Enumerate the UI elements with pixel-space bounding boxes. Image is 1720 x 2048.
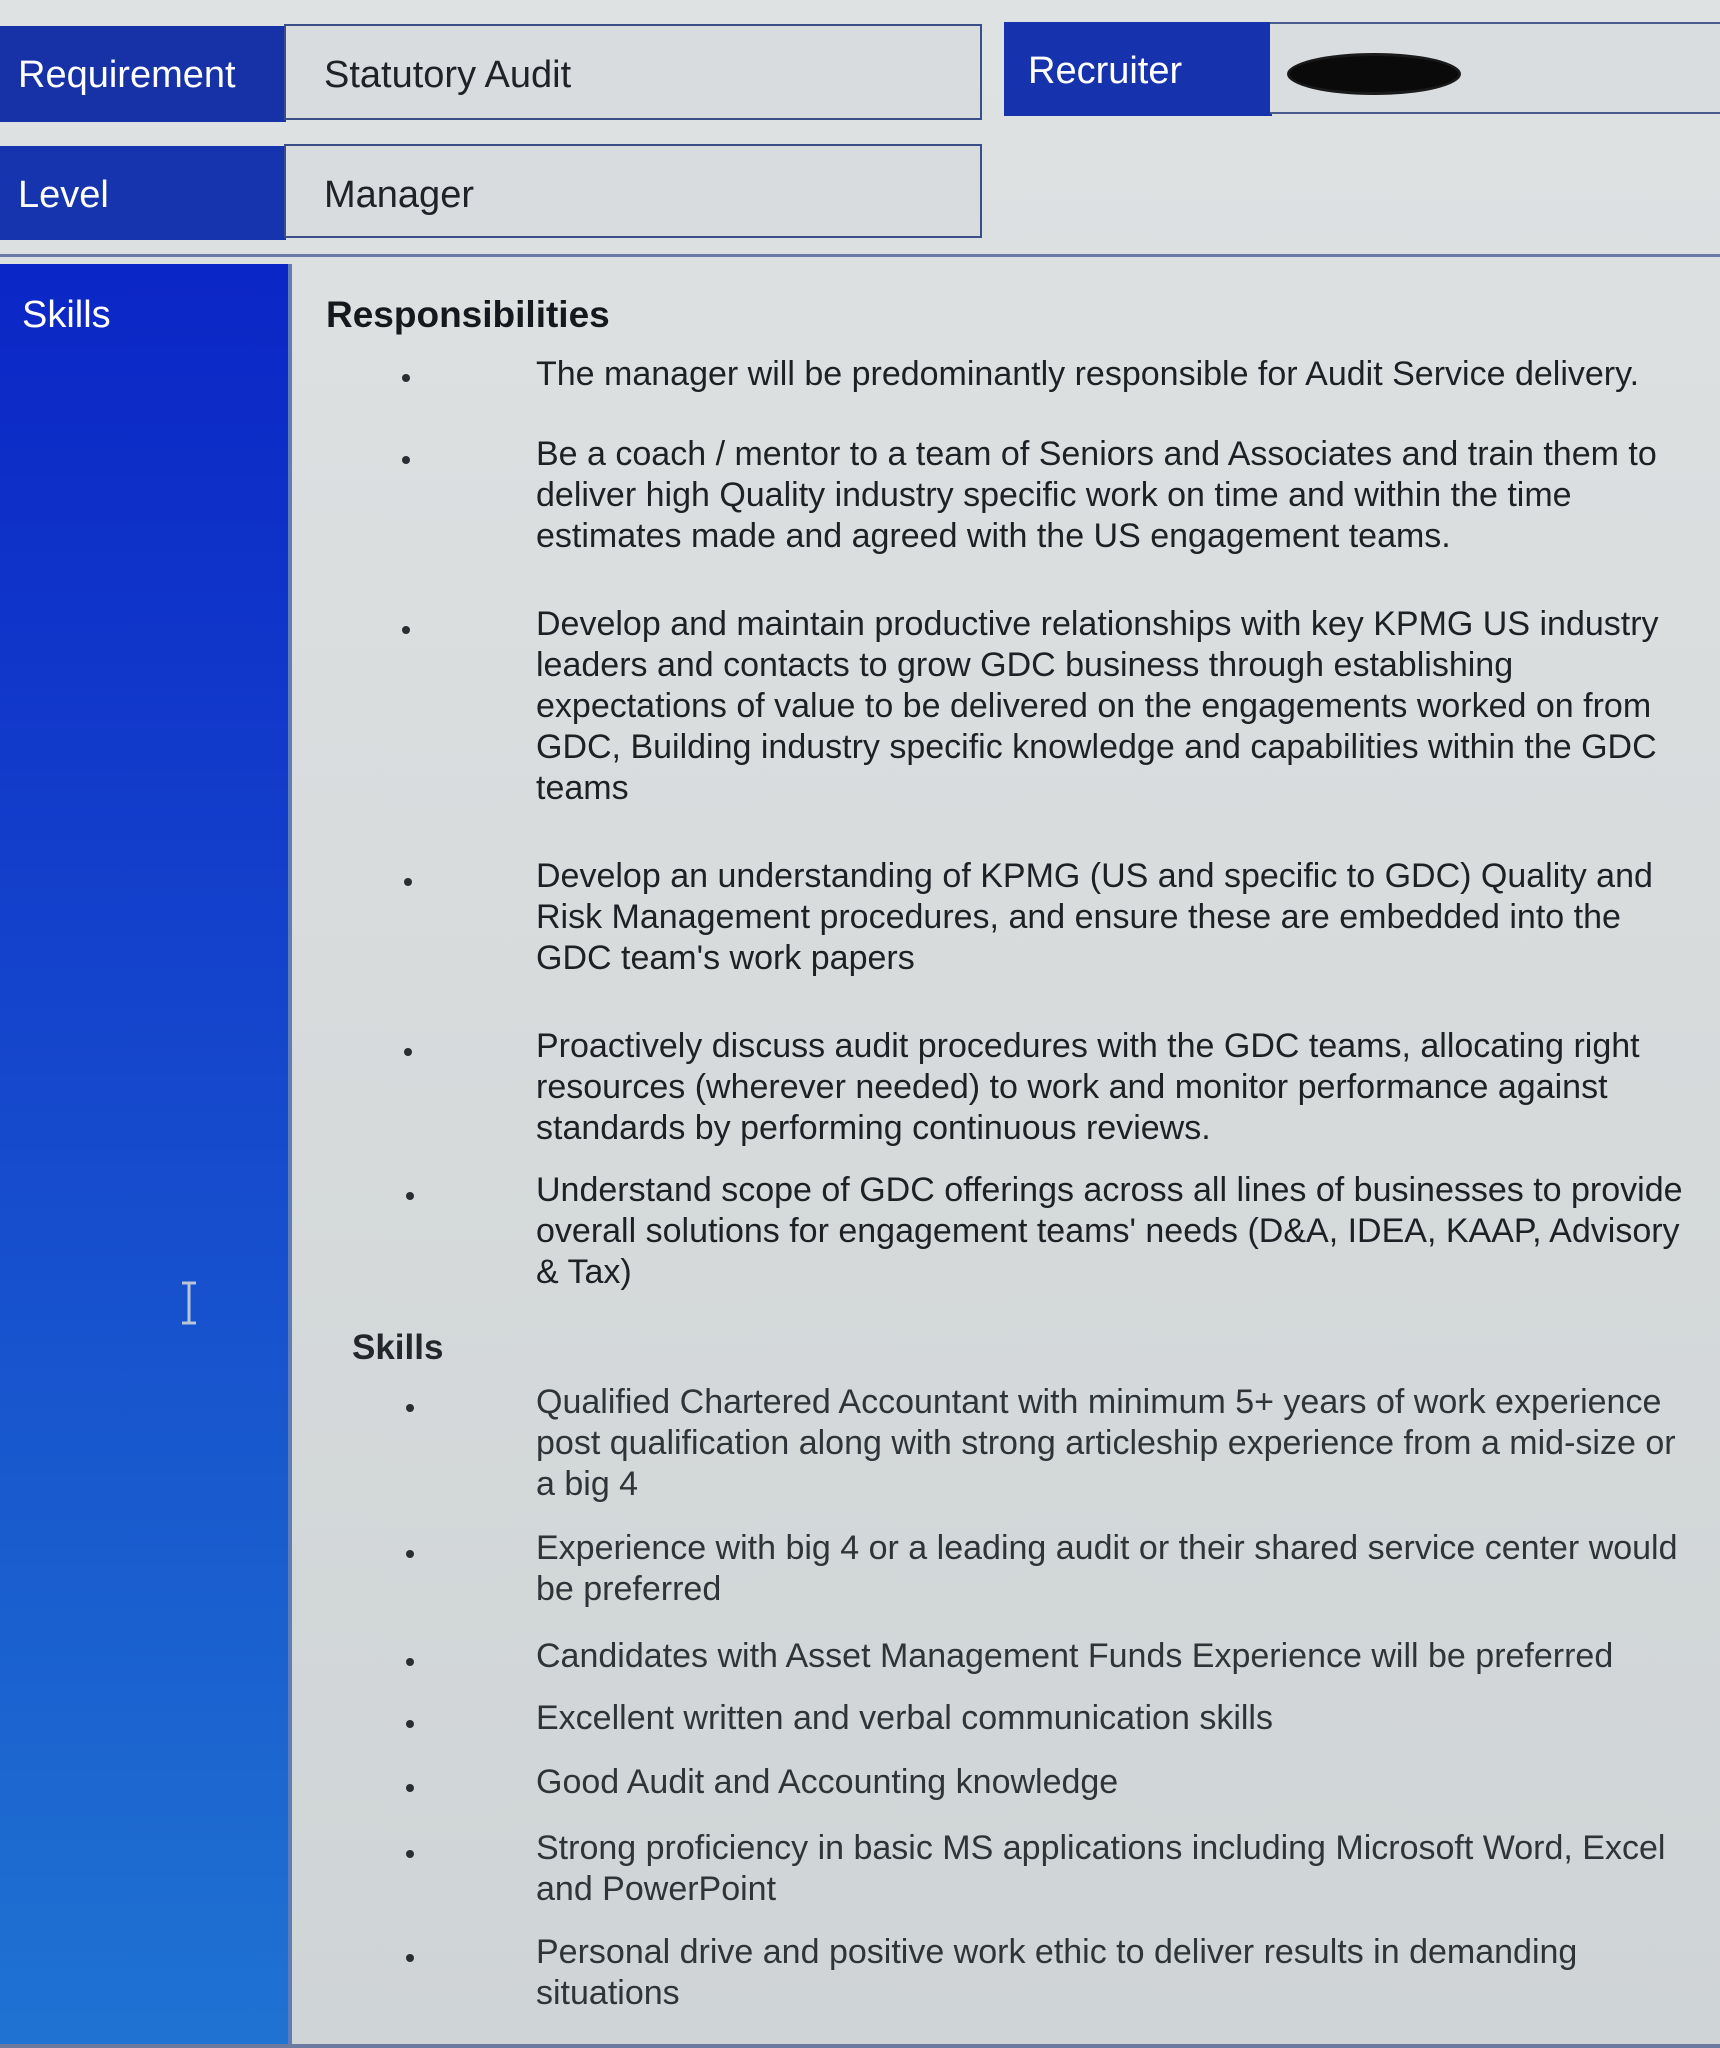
redaction-scribble (1290, 56, 1458, 92)
level-field[interactable] (284, 144, 982, 238)
bullet-icon (402, 456, 410, 464)
skills-content[interactable] (292, 264, 1720, 2048)
responsibilities-heading: Responsibilities (326, 294, 610, 335)
text-cursor-icon (178, 1280, 200, 1326)
bullet-icon (402, 374, 410, 382)
bullet-icon (402, 626, 410, 634)
skill-item: Strong proficiency in basic MS applications including Microsoft Word, Excel and PowerPoint (536, 1829, 1666, 1908)
level-label (0, 146, 286, 240)
recruiter-label (1004, 22, 1272, 116)
bullet-icon (404, 1048, 412, 1056)
responsibility-item: The manager will be predominantly responsible for Audit Service delivery. (536, 355, 1640, 393)
bottom-border (0, 2044, 1720, 2048)
bullet-icon (406, 1658, 414, 1666)
skill-item: Qualified Chartered Accountant with minimum 5+ years of work experience post qualification along with strong articleship experience from a mid-size or a big 4 (536, 1383, 1676, 1503)
responsibility-item: Develop and maintain productive relationships with key KPMG US industry leaders and contacts to grow GDC business through establishing expectations of value to be delivered on the engagements worked on from GDC, Building industry specific knowledge and capabilities within the GDC teams (536, 605, 1659, 807)
skills-sidebar (0, 264, 290, 2048)
skill-item: Candidates with Asset Management Funds Experience will be preferred (536, 1637, 1614, 1675)
section-divider (0, 254, 1720, 257)
skill-item: Personal drive and positive work ethic to deliver results in demanding situations (536, 1933, 1578, 2012)
skill-item: Excellent written and verbal communication skills (536, 1699, 1273, 1737)
bullet-icon (406, 1720, 414, 1728)
bullet-icon (404, 878, 412, 886)
skill-item: Experience with big 4 or a leading audit or their shared service center would be preferred (536, 1529, 1678, 1608)
bullet-icon (406, 1784, 414, 1792)
responsibility-item: Understand scope of GDC offerings across all lines of businesses to provide overall solutions for engagement teams' needs (D&A, IDEA, KAAP, Advisory & Tax) (536, 1171, 1683, 1291)
level-label-text: Level (18, 174, 109, 216)
requirement-value-text: Statutory Audit (324, 54, 572, 96)
responsibility-item: Proactively discuss audit procedures with the GDC teams, allocating right resources (wherever needed) to work and monitor performance against standards by performing continuous reviews. (536, 1027, 1640, 1147)
bullet-icon (406, 1550, 414, 1558)
level-value-text: Manager (324, 174, 474, 216)
skills-heading: Skills (352, 1328, 444, 1367)
skills-sidebar-label: Skills (22, 294, 111, 336)
responsibility-item: Be a coach / mentor to a team of Seniors and Associates and train them to deliver high Quality industry specific work on time and within the time estimates made and agreed with the US engagement teams. (536, 435, 1657, 555)
bullet-icon (406, 1850, 414, 1858)
bullet-icon (406, 1404, 414, 1412)
recruiter-field[interactable] (1270, 22, 1720, 114)
requirement-field[interactable] (284, 24, 982, 120)
recruiter-label-text: Recruiter (1028, 50, 1183, 92)
responsibility-item: Develop an understanding of KPMG (US and specific to GDC) Quality and Risk Management procedures, and ensure these are embedded into the GDC team's work papers (536, 857, 1653, 977)
bullet-icon (406, 1954, 414, 1962)
requirement-label (0, 26, 286, 122)
skill-item: Good Audit and Accounting knowledge (536, 1763, 1119, 1801)
requirement-label-text: Requirement (18, 54, 236, 96)
bullet-icon (406, 1192, 414, 1200)
